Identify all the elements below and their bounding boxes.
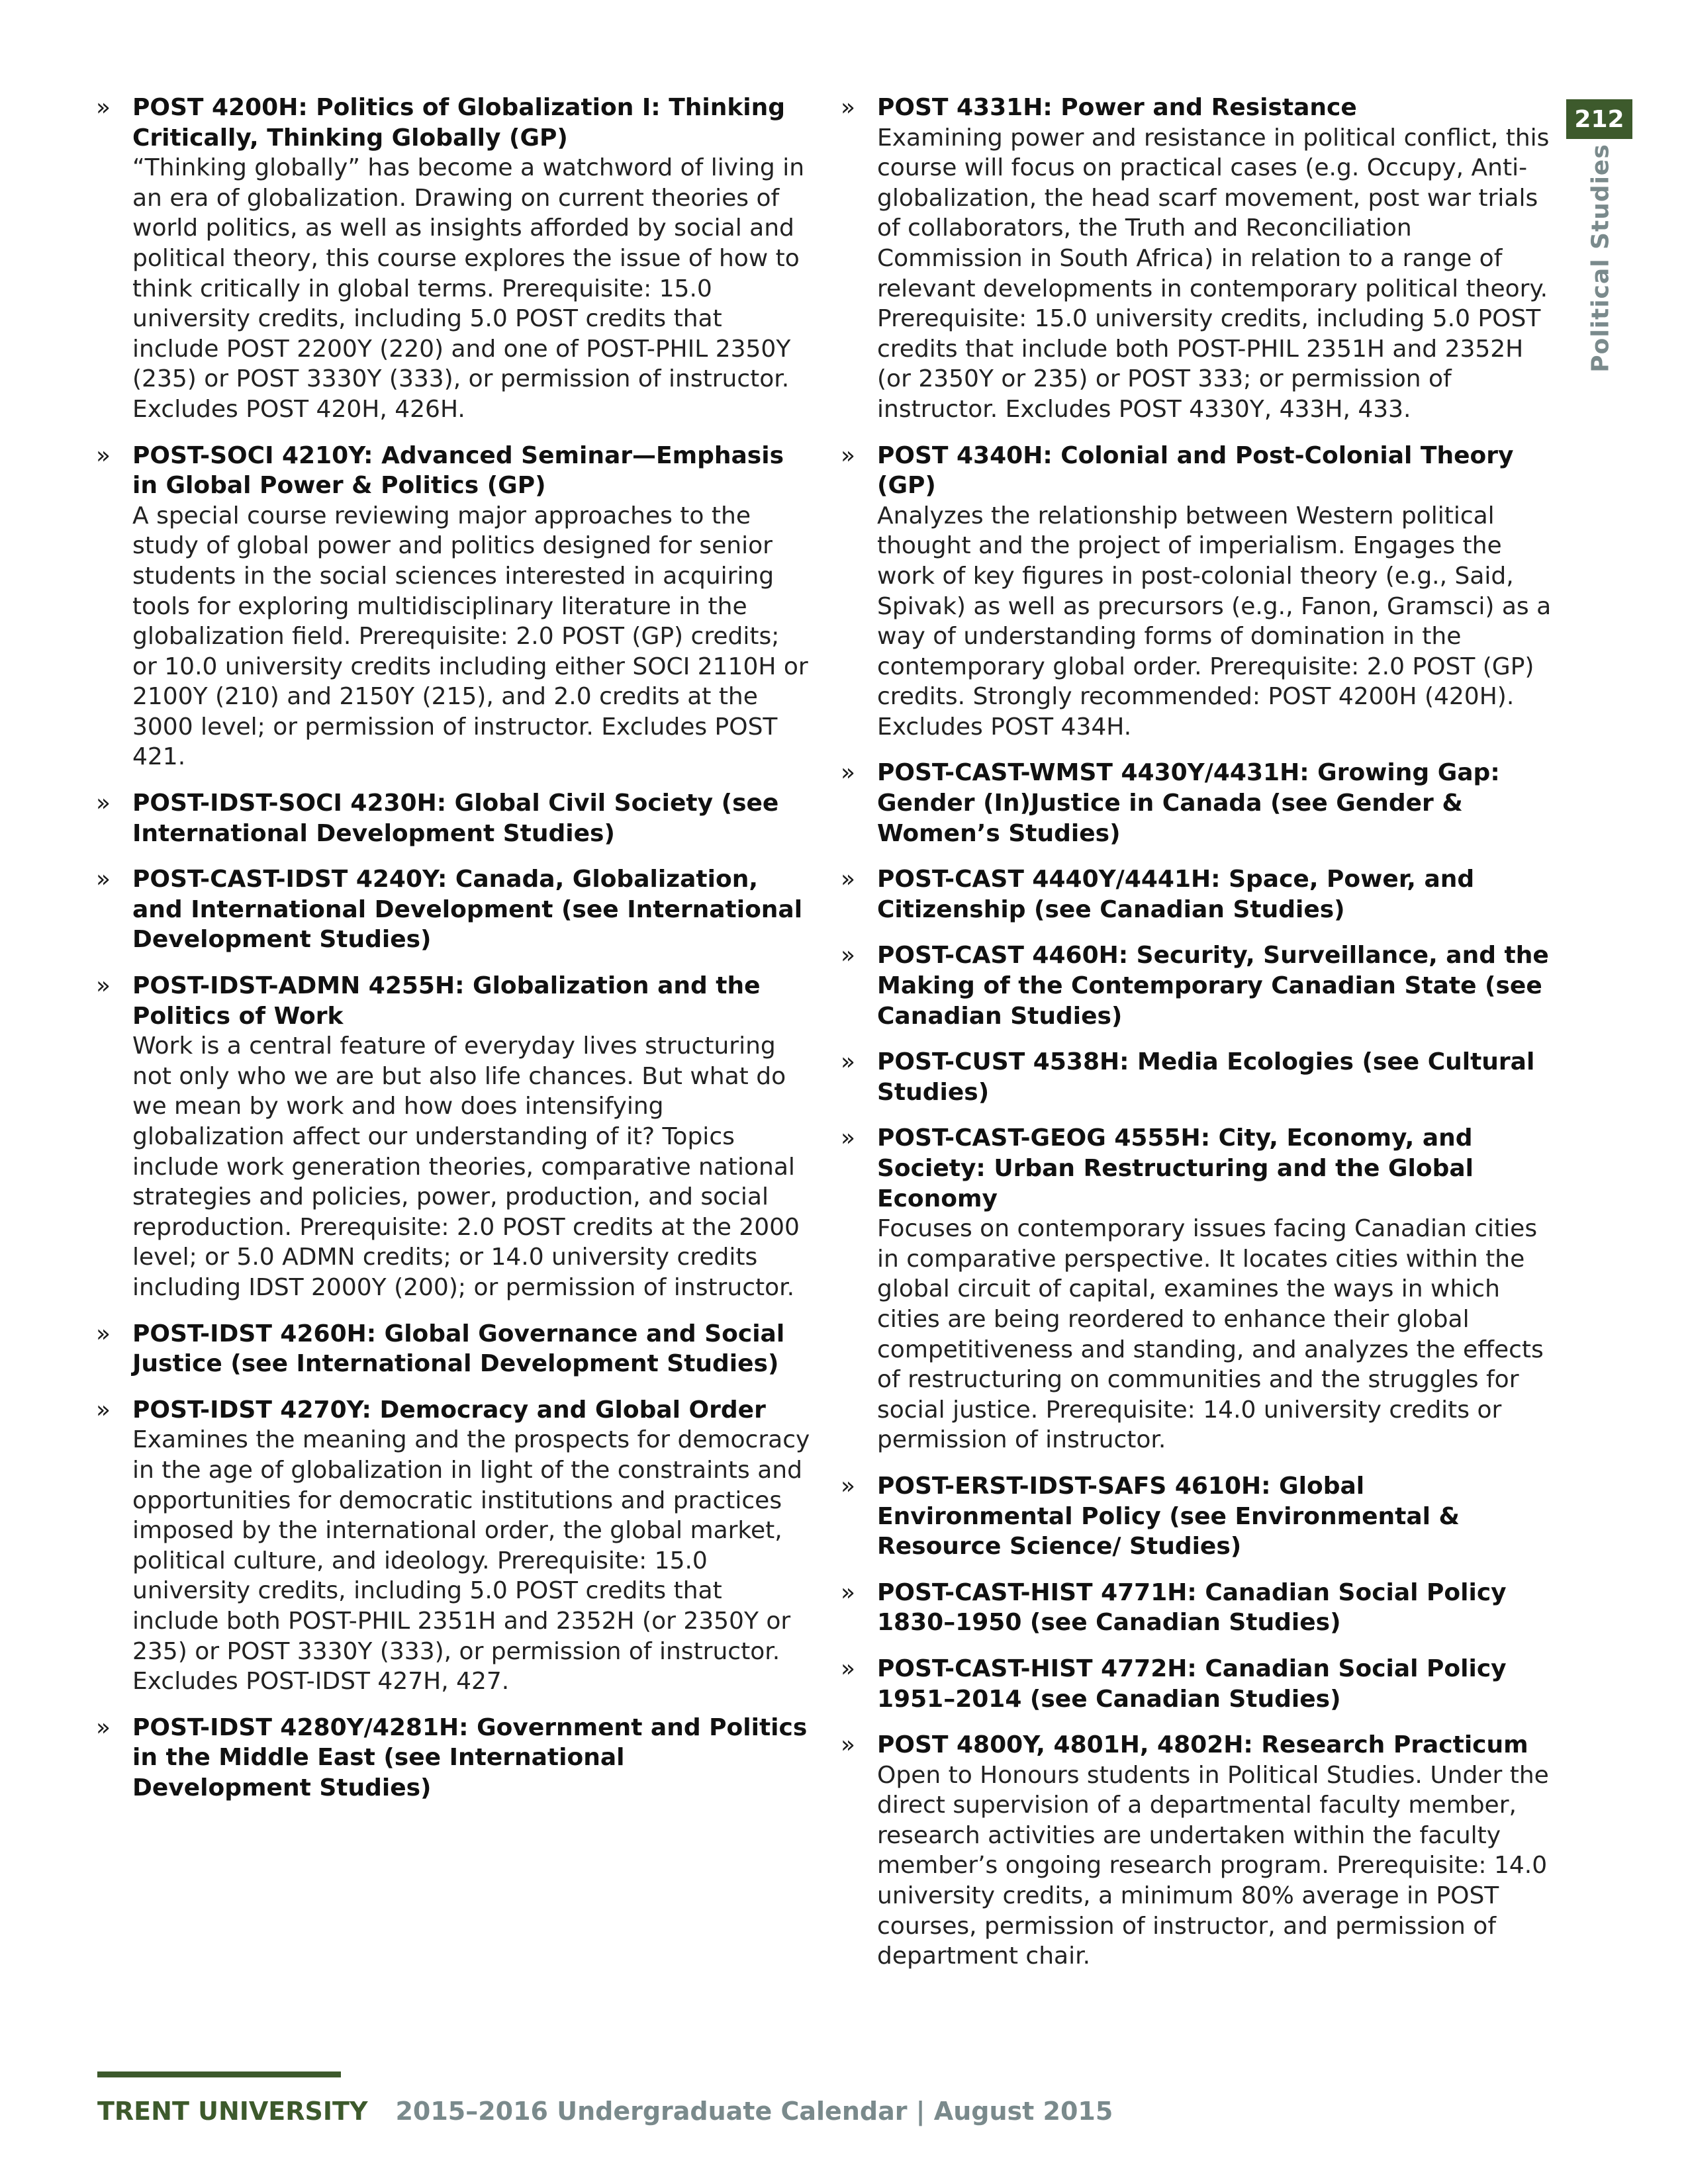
bullet-icon: »	[841, 1048, 856, 1076]
course-title: POST 4200H: Politics of Globalization I: Thinking Critically, Thinking Globally (GP)	[132, 94, 786, 152]
course-description: Examining power and resistance in political conflict, this course will focus on practical cases (e.g. Occupy, Anti-globalization, the head scarf movement, post war trials of collaborators, the Truth and Reconciliation Commission in South Africa) in relation to a range of relevant developments in contemporary political theory. Prerequisite: 15.0 university credits, including 5.0 POST credits that include both POST-PHIL 2351H and 2352H (or 2350Y or 235) or POST 333; or permission of instructor. Excludes POST 4330Y, 433H, 433.	[877, 124, 1550, 423]
course-entry	[841, 1471, 1556, 1562]
course-description: Work is a central feature of everyday lives structuring not only who we are but also life chances. But what do we mean by work and how does intensifying globalization affect our understanding of it? Topics include work generation theories, comparative national strategies and policies, power, production, and social reproduction. Prerequisite: 2.0 POST credits at the 2000 level; or 5.0 ADMN credits; or 14.0 university credits including IDST 2000Y (200); or permission of instructor.	[132, 1032, 800, 1301]
course-description: Analyzes the relationship between Western political thought and the project of imperialism. Engages the work of key figures in post-colonial theory (e.g., Said, Spivak) as well as precursors (e.g., Fanon, Gramsci) as a way of understanding forms of domination in the contemporary global order. Prerequisite: 2.0 POST (GP) credits. Strongly recommended: POST 4200H (420H). Excludes POST 434H.	[877, 502, 1552, 741]
course-entry	[96, 1395, 811, 1697]
course-entry	[96, 441, 811, 773]
bullet-icon: »	[841, 1124, 856, 1152]
right-column	[841, 93, 1556, 1987]
course-entry	[841, 864, 1556, 925]
course-title: POST-CAST 4460H: Security, Surveillance, and the Making of the Contemporary Canadian State (see Canadian Studies)	[877, 942, 1549, 1030]
bullet-icon: »	[841, 441, 856, 469]
course-entry	[841, 1578, 1556, 1638]
course-entry	[841, 940, 1556, 1031]
course-title: POST-CAST-WMST 4430Y/4431H: Growing Gap: Gender (In)Justice in Canada (see Gender & Women’s Studies)	[877, 759, 1500, 847]
course-entry	[841, 758, 1556, 848]
course-description: Open to Honours students in Political Studies. Under the direct supervision of a departmental faculty member, research activities are undertaken within the faculty member’s ongoing research program. Prerequisite: 14.0 university credits, a minimum 80% average in POST courses, permission of instructor, and permission of department chair.	[877, 1761, 1549, 1970]
course-title: POST-IDST 4280Y/4281H: Government and Politics in the Middle East (see International Development Studies)	[132, 1713, 808, 1801]
bullet-icon: »	[96, 1396, 111, 1424]
bullet-icon: »	[96, 972, 111, 1000]
course-title: POST-CUST 4538H: Media Ecologies (see Cultural Studies)	[877, 1048, 1535, 1106]
bullet-icon: »	[841, 759, 856, 787]
course-entry	[96, 971, 811, 1303]
course-title: POST 4800Y, 4801H, 4802H: Research Practicum	[877, 1731, 1528, 1759]
course-description: A special course reviewing major approaches to the study of global power and politics designed for senior students in the social sciences interested in acquiring tools for exploring multidisciplinary literature in the globalization field. Prerequisite: 2.0 POST (GP) credits; or 10.0 university credits including either SOCI 2110H or 2100Y (210) and 2150Y (215), and 2.0 credits at the 3000 level; or permission of instructor. Excludes POST 421.	[132, 502, 808, 771]
footer-calendar: 2015–2016 Undergraduate Calendar | August 2015	[395, 2097, 1113, 2126]
course-description: “Thinking globally” has become a watchword of living in an era of globalization. Drawing on current theories of world politics, as well as insights afforded by social and political theory, this course explores the issue of how to think critically in global terms. Prerequisite: 15.0 university credits, including 5.0 POST credits that include POST 2200Y (220) and one of POST-PHIL 2350Y (235) or POST 3330Y (333), or permission of instructor. Excludes POST 420H, 426H.	[132, 154, 805, 423]
course-description: Examines the meaning and the prospects for democracy in the age of globalization in light of the constraints and opportunities for democratic institutions and practices imposed by the international order, the global market, political culture, and ideology. Prerequisite: 15.0 university credits, including 5.0 POST credits that include both POST-PHIL 2351H and 2352H (or 2350Y or 235) or POST 3330Y (333), or permission of instructor. Excludes POST-IDST 427H, 427.	[132, 1426, 810, 1696]
course-entry	[841, 441, 1556, 743]
course-entry	[96, 864, 811, 955]
course-title: POST-CAST 4440Y/4441H: Space, Power, and Citizenship (see Canadian Studies)	[877, 866, 1475, 923]
course-title: POST-CAST-GEOG 4555H: City, Economy, and Society: Urban Restructuring and the Global Economy	[877, 1124, 1474, 1212]
bullet-icon: »	[96, 790, 111, 817]
bullet-icon: »	[96, 441, 111, 469]
page-number-badge: 212	[1566, 99, 1632, 139]
course-entry	[96, 1713, 811, 1803]
course-entry	[841, 1123, 1556, 1455]
course-title: POST-IDST 4270Y: Democracy and Global Order	[132, 1396, 766, 1424]
footer-university: TRENT UNIVERSITY	[97, 2097, 368, 2126]
course-title: POST-CAST-HIST 4772H: Canadian Social Policy 1951–2014 (see Canadian Studies)	[877, 1655, 1507, 1713]
footer-rule	[97, 2071, 341, 2077]
left-column	[96, 93, 811, 1819]
course-entry	[96, 1319, 811, 1379]
bullet-icon: »	[841, 1578, 856, 1606]
bullet-icon: »	[96, 94, 111, 121]
course-title: POST-CAST-IDST 4240Y: Canada, Globalization, and International Development (see International Development Studies)	[132, 866, 803, 954]
bullet-icon: »	[841, 1731, 856, 1759]
bullet-icon: »	[841, 1655, 856, 1682]
course-title: POST 4340H: Colonial and Post-Colonial Theory (GP)	[877, 441, 1514, 500]
bullet-icon: »	[96, 1713, 111, 1741]
bullet-icon: »	[841, 1472, 856, 1500]
course-entry	[841, 1047, 1556, 1107]
course-title: POST-IDST 4260H: Global Governance and Social Justice (see International Development Studies)	[132, 1320, 785, 1378]
course-title: POST-ERST-IDST-SAFS 4610H: Global Environmental Policy (see Environmental & Resource Science/ Studies)	[877, 1472, 1460, 1561]
course-entry	[841, 1730, 1556, 1972]
bullet-icon: »	[96, 1320, 111, 1347]
bullet-icon: »	[841, 942, 856, 970]
course-entry	[96, 93, 811, 425]
section-side-label: Political Studies	[1587, 144, 1615, 373]
footer	[97, 2097, 1113, 2126]
course-description: Focuses on contemporary issues facing Canadian cities in comparative perspective. It locates cities within the global circuit of capital, examines the ways in which cities are being reordered to enhance their global competitiveness and standing, and analyzes the effects of restructuring on communities and the struggles for social justice. Prerequisite: 14.0 university credits or permission of instructor.	[877, 1215, 1544, 1454]
course-entry	[96, 788, 811, 848]
course-title: POST-SOCI 4210Y: Advanced Seminar—Emphasis in Global Power & Politics (GP)	[132, 441, 784, 500]
course-entry	[841, 1654, 1556, 1714]
course-title: POST-IDST-SOCI 4230H: Global Civil Society (see International Development Studies)	[132, 790, 779, 847]
bullet-icon: »	[96, 866, 111, 893]
course-title: POST 4331H: Power and Resistance	[877, 94, 1357, 121]
course-title: POST-IDST-ADMN 4255H: Globalization and the Politics of Work	[132, 972, 761, 1030]
bullet-icon: »	[841, 866, 856, 893]
bullet-icon: »	[841, 94, 856, 121]
course-entry	[841, 93, 1556, 425]
course-title: POST-CAST-HIST 4771H: Canadian Social Policy 1830–1950 (see Canadian Studies)	[877, 1578, 1507, 1637]
